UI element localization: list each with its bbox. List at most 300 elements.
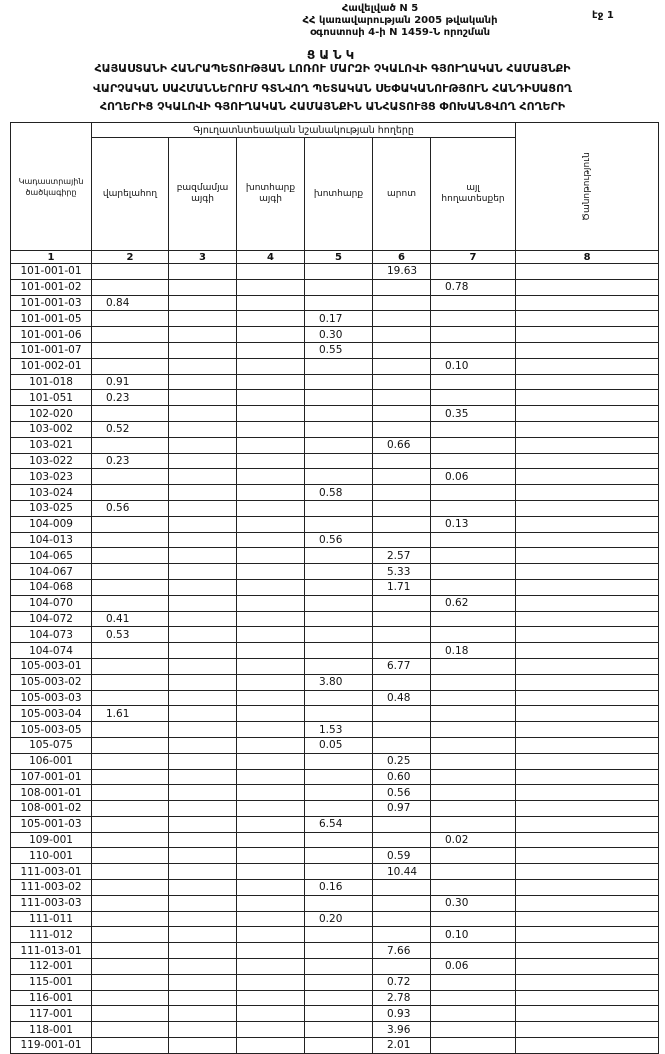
table-row bbox=[11, 611, 659, 627]
table-row bbox=[11, 658, 659, 674]
cell-hayfield bbox=[237, 753, 305, 769]
cell-pasture bbox=[305, 769, 373, 785]
cell-perennial bbox=[169, 627, 237, 643]
cell-hayfield bbox=[237, 279, 305, 295]
cell-code: 101-018 bbox=[11, 374, 92, 390]
cell-field bbox=[373, 500, 431, 516]
table-row bbox=[11, 548, 659, 564]
table-row bbox=[11, 469, 659, 485]
cell-pasture bbox=[305, 848, 373, 864]
cell-other bbox=[431, 564, 516, 580]
cell-hayfield bbox=[237, 959, 305, 975]
cell-hayfield bbox=[237, 737, 305, 753]
cell-pasture bbox=[305, 832, 373, 848]
cell-pasture: 0.16 bbox=[305, 880, 373, 896]
cell-notes bbox=[516, 564, 659, 580]
cell-code: 101-001-02 bbox=[11, 279, 92, 295]
cell-arable bbox=[92, 342, 169, 358]
cell-field bbox=[373, 485, 431, 501]
table-row bbox=[11, 832, 659, 848]
cell-field bbox=[373, 706, 431, 722]
cell-field: 7.66 bbox=[373, 943, 431, 959]
table-row bbox=[11, 643, 659, 659]
table-row bbox=[11, 785, 659, 801]
cell-pasture bbox=[305, 643, 373, 659]
cell-code: 103-025 bbox=[11, 500, 92, 516]
cell-perennial bbox=[169, 532, 237, 548]
cell-notes bbox=[516, 358, 659, 374]
cell-field: 6.77 bbox=[373, 658, 431, 674]
cell-hayfield bbox=[237, 690, 305, 706]
cell-pasture bbox=[305, 990, 373, 1006]
cell-perennial bbox=[169, 295, 237, 311]
document-title: ՑԱՆԿ bbox=[306, 48, 359, 62]
cell-field: 0.97 bbox=[373, 801, 431, 817]
cell-field: 0.56 bbox=[373, 785, 431, 801]
cell-code: 104-072 bbox=[11, 611, 92, 627]
cell-other bbox=[431, 500, 516, 516]
cell-other: 0.06 bbox=[431, 959, 516, 975]
cell-arable bbox=[92, 564, 169, 580]
cell-field: 0.66 bbox=[373, 437, 431, 453]
table-row bbox=[11, 880, 659, 896]
cell-code: 102-020 bbox=[11, 406, 92, 422]
cell-field bbox=[373, 295, 431, 311]
cell-perennial bbox=[169, 974, 237, 990]
cell-code: 103-002 bbox=[11, 421, 92, 437]
cell-pasture bbox=[305, 611, 373, 627]
cell-hayfield bbox=[237, 895, 305, 911]
cell-code: 105-075 bbox=[11, 737, 92, 753]
cell-arable bbox=[92, 722, 169, 738]
cell-other bbox=[431, 264, 516, 280]
cell-pasture: 6.54 bbox=[305, 816, 373, 832]
cell-pasture: 0.17 bbox=[305, 311, 373, 327]
cell-field bbox=[373, 595, 431, 611]
table-row bbox=[11, 358, 659, 374]
table-row bbox=[11, 959, 659, 975]
cell-perennial bbox=[169, 390, 237, 406]
cell-pasture bbox=[305, 437, 373, 453]
table-row bbox=[11, 769, 659, 785]
cell-field bbox=[373, 327, 431, 343]
cell-other bbox=[431, 1006, 516, 1022]
cell-other: 0.13 bbox=[431, 516, 516, 532]
cell-hayfield bbox=[237, 421, 305, 437]
cell-perennial bbox=[169, 611, 237, 627]
cell-perennial bbox=[169, 959, 237, 975]
cell-other bbox=[431, 690, 516, 706]
cell-hayfield bbox=[237, 832, 305, 848]
cell-field bbox=[373, 516, 431, 532]
cell-field: 0.25 bbox=[373, 753, 431, 769]
cell-arable bbox=[92, 737, 169, 753]
cell-notes bbox=[516, 769, 659, 785]
cell-hayfield bbox=[237, 437, 305, 453]
cell-notes bbox=[516, 453, 659, 469]
cell-perennial bbox=[169, 579, 237, 595]
cell-arable bbox=[92, 943, 169, 959]
cell-notes bbox=[516, 722, 659, 738]
table-row bbox=[11, 500, 659, 516]
cell-code: 101-001-05 bbox=[11, 311, 92, 327]
cell-perennial bbox=[169, 311, 237, 327]
col-header-notes bbox=[516, 123, 659, 251]
cell-other bbox=[431, 974, 516, 990]
col-number: 7 bbox=[431, 251, 516, 264]
cell-pasture bbox=[305, 627, 373, 643]
cell-field bbox=[373, 406, 431, 422]
cell-hayfield bbox=[237, 516, 305, 532]
cell-pasture bbox=[305, 358, 373, 374]
cell-other bbox=[431, 390, 516, 406]
cell-arable: 0.91 bbox=[92, 374, 169, 390]
table-row bbox=[11, 295, 659, 311]
cell-field bbox=[373, 279, 431, 295]
cell-code: 118-001 bbox=[11, 1022, 92, 1038]
cell-notes bbox=[516, 816, 659, 832]
cell-notes bbox=[516, 911, 659, 927]
cell-perennial bbox=[169, 769, 237, 785]
cell-perennial bbox=[169, 706, 237, 722]
cell-code: 103-023 bbox=[11, 469, 92, 485]
column-number-row bbox=[11, 251, 659, 264]
table-row bbox=[11, 753, 659, 769]
table-row bbox=[11, 327, 659, 343]
cell-field: 5.33 bbox=[373, 564, 431, 580]
cell-hayfield bbox=[237, 769, 305, 785]
cell-other bbox=[431, 548, 516, 564]
cell-perennial bbox=[169, 927, 237, 943]
col-number: 3 bbox=[169, 251, 237, 264]
cell-arable bbox=[92, 864, 169, 880]
cell-field bbox=[373, 674, 431, 690]
cell-hayfield bbox=[237, 1038, 305, 1054]
table-row bbox=[11, 674, 659, 690]
cell-arable bbox=[92, 532, 169, 548]
cell-field bbox=[373, 390, 431, 406]
cell-notes bbox=[516, 785, 659, 801]
table-row bbox=[11, 990, 659, 1006]
cell-perennial bbox=[169, 990, 237, 1006]
cell-code: 104-070 bbox=[11, 595, 92, 611]
cell-other: 0.78 bbox=[431, 279, 516, 295]
cell-code: 117-001 bbox=[11, 1006, 92, 1022]
cell-other bbox=[431, 864, 516, 880]
cell-perennial bbox=[169, 737, 237, 753]
cell-other bbox=[431, 311, 516, 327]
cell-code: 105-001-03 bbox=[11, 816, 92, 832]
cell-field: 0.72 bbox=[373, 974, 431, 990]
table-row bbox=[11, 406, 659, 422]
cell-hayfield bbox=[237, 911, 305, 927]
cell-arable: 1.61 bbox=[92, 706, 169, 722]
cell-code: 104-013 bbox=[11, 532, 92, 548]
cell-arable bbox=[92, 579, 169, 595]
cell-perennial bbox=[169, 327, 237, 343]
cell-pasture bbox=[305, 753, 373, 769]
table-row bbox=[11, 848, 659, 864]
cell-pasture bbox=[305, 564, 373, 580]
cell-code: 103-022 bbox=[11, 453, 92, 469]
land-table bbox=[10, 122, 659, 1054]
cell-pasture bbox=[305, 959, 373, 975]
cell-hayfield bbox=[237, 453, 305, 469]
cell-field bbox=[373, 311, 431, 327]
cell-code: 101-001-03 bbox=[11, 295, 92, 311]
cell-hayfield bbox=[237, 564, 305, 580]
cell-other bbox=[431, 421, 516, 437]
cell-perennial bbox=[169, 674, 237, 690]
cell-pasture bbox=[305, 406, 373, 422]
cell-code: 101-051 bbox=[11, 390, 92, 406]
cell-field bbox=[373, 722, 431, 738]
table-row bbox=[11, 311, 659, 327]
cell-arable bbox=[92, 279, 169, 295]
cell-arable bbox=[92, 1022, 169, 1038]
cell-pasture: 0.55 bbox=[305, 342, 373, 358]
cell-hayfield bbox=[237, 611, 305, 627]
cell-notes bbox=[516, 342, 659, 358]
cell-hayfield bbox=[237, 579, 305, 595]
cell-notes bbox=[516, 737, 659, 753]
cell-perennial bbox=[169, 437, 237, 453]
cell-code: 101-001-06 bbox=[11, 327, 92, 343]
table-row bbox=[11, 532, 659, 548]
subtitle-line-2: ՎԱՐՉԱԿԱՆ ՍԱՀՄԱՆՆԵՐՈՒՄ ԳՏՆՎՈՂ ՊԵՏԱԿԱՆ ՍԵՓԱԿԱՆՈՒԹՅՈՒՆ ՀԱՆԴԻՍԱՑՈՂ bbox=[93, 82, 572, 95]
table-row bbox=[11, 927, 659, 943]
table-row bbox=[11, 437, 659, 453]
cell-hayfield bbox=[237, 295, 305, 311]
group-header-agricultural: Գյուղատնտեսական նշանակության հողերը bbox=[92, 123, 516, 138]
cell-other bbox=[431, 611, 516, 627]
cell-perennial bbox=[169, 358, 237, 374]
table-row bbox=[11, 485, 659, 501]
cell-hayfield bbox=[237, 943, 305, 959]
cell-arable: 0.52 bbox=[92, 421, 169, 437]
cell-arable: 0.23 bbox=[92, 390, 169, 406]
cell-arable bbox=[92, 469, 169, 485]
cell-notes bbox=[516, 374, 659, 390]
decree-line-2: օգոստոսի 4-ի N 1459-Ն որոշման bbox=[309, 27, 491, 38]
cell-other bbox=[431, 532, 516, 548]
cell-field bbox=[373, 453, 431, 469]
cell-arable bbox=[92, 327, 169, 343]
cell-hayfield bbox=[237, 864, 305, 880]
cell-code: 111-003-02 bbox=[11, 880, 92, 896]
table-row bbox=[11, 374, 659, 390]
cell-hayfield bbox=[237, 785, 305, 801]
col-number: 8 bbox=[516, 251, 659, 264]
cell-pasture bbox=[305, 579, 373, 595]
table-row bbox=[11, 1022, 659, 1038]
cell-arable: 0.56 bbox=[92, 500, 169, 516]
cell-field: 1.71 bbox=[373, 579, 431, 595]
cell-perennial bbox=[169, 911, 237, 927]
col-header-arable: վարելահող bbox=[92, 138, 169, 251]
col-number: 5 bbox=[305, 251, 373, 264]
cell-hayfield bbox=[237, 627, 305, 643]
cell-arable bbox=[92, 643, 169, 659]
cell-pasture: 0.58 bbox=[305, 485, 373, 501]
cell-perennial bbox=[169, 279, 237, 295]
cell-notes bbox=[516, 500, 659, 516]
cell-other: 0.30 bbox=[431, 895, 516, 911]
cell-arable bbox=[92, 927, 169, 943]
cell-arable: 0.41 bbox=[92, 611, 169, 627]
cell-pasture bbox=[305, 548, 373, 564]
cell-notes bbox=[516, 469, 659, 485]
cell-perennial bbox=[169, 1006, 237, 1022]
cell-pasture: 3.80 bbox=[305, 674, 373, 690]
cell-perennial bbox=[169, 690, 237, 706]
cell-pasture: 0.56 bbox=[305, 532, 373, 548]
col-number: 6 bbox=[373, 251, 431, 264]
cell-code: 116-001 bbox=[11, 990, 92, 1006]
cell-perennial bbox=[169, 880, 237, 896]
cell-hayfield bbox=[237, 1022, 305, 1038]
cell-other: 0.10 bbox=[431, 358, 516, 374]
cell-code: 103-021 bbox=[11, 437, 92, 453]
cell-perennial bbox=[169, 722, 237, 738]
cell-notes bbox=[516, 595, 659, 611]
cell-pasture: 0.05 bbox=[305, 737, 373, 753]
cell-field bbox=[373, 469, 431, 485]
cell-perennial bbox=[169, 500, 237, 516]
cell-hayfield bbox=[237, 374, 305, 390]
col-header-notes-label: Ծանոթություն bbox=[581, 152, 592, 221]
cell-perennial bbox=[169, 785, 237, 801]
table-row bbox=[11, 801, 659, 817]
cell-other bbox=[431, 485, 516, 501]
cell-field bbox=[373, 832, 431, 848]
cell-other bbox=[431, 801, 516, 817]
cell-notes bbox=[516, 706, 659, 722]
cell-notes bbox=[516, 327, 659, 343]
cell-pasture bbox=[305, 421, 373, 437]
col-number: 2 bbox=[92, 251, 169, 264]
cell-field bbox=[373, 532, 431, 548]
cell-field bbox=[373, 358, 431, 374]
cell-pasture bbox=[305, 453, 373, 469]
cell-notes bbox=[516, 927, 659, 943]
cell-code: 111-003-01 bbox=[11, 864, 92, 880]
cell-notes bbox=[516, 943, 659, 959]
cell-perennial bbox=[169, 374, 237, 390]
cell-other bbox=[431, 753, 516, 769]
cell-code: 104-074 bbox=[11, 643, 92, 659]
cell-perennial bbox=[169, 832, 237, 848]
decree-line-1: ՀՀ կառավարության 2005 թվականի bbox=[302, 15, 498, 26]
table-row bbox=[11, 421, 659, 437]
table-row bbox=[11, 595, 659, 611]
cell-other: 0.35 bbox=[431, 406, 516, 422]
cell-notes bbox=[516, 516, 659, 532]
cell-arable bbox=[92, 769, 169, 785]
cell-perennial bbox=[169, 595, 237, 611]
table-row bbox=[11, 453, 659, 469]
cell-arable bbox=[92, 674, 169, 690]
cell-notes bbox=[516, 674, 659, 690]
cell-perennial bbox=[169, 658, 237, 674]
cell-other: 0.02 bbox=[431, 832, 516, 848]
cell-arable bbox=[92, 485, 169, 501]
cell-perennial bbox=[169, 342, 237, 358]
cell-notes bbox=[516, 880, 659, 896]
cell-other bbox=[431, 374, 516, 390]
cell-hayfield bbox=[237, 927, 305, 943]
cell-notes bbox=[516, 611, 659, 627]
table-row bbox=[11, 911, 659, 927]
cell-notes bbox=[516, 1022, 659, 1038]
cell-other bbox=[431, 1038, 516, 1054]
table-row bbox=[11, 816, 659, 832]
cell-arable bbox=[92, 595, 169, 611]
col-header-hayfield: խոտհարք այգի bbox=[237, 138, 305, 251]
cell-other: 0.18 bbox=[431, 643, 516, 659]
cell-other: 0.62 bbox=[431, 595, 516, 611]
cell-arable bbox=[92, 311, 169, 327]
table-row bbox=[11, 737, 659, 753]
cell-perennial bbox=[169, 643, 237, 659]
cell-notes bbox=[516, 437, 659, 453]
col-header-perennial: բազմամյա այգի bbox=[169, 138, 237, 251]
cell-arable bbox=[92, 690, 169, 706]
cell-hayfield bbox=[237, 532, 305, 548]
cell-code: 109-001 bbox=[11, 832, 92, 848]
cell-arable bbox=[92, 516, 169, 532]
cell-perennial bbox=[169, 895, 237, 911]
cell-perennial bbox=[169, 469, 237, 485]
cell-arable bbox=[92, 753, 169, 769]
cell-perennial bbox=[169, 801, 237, 817]
cell-field: 2.01 bbox=[373, 1038, 431, 1054]
cell-arable bbox=[92, 1038, 169, 1054]
table-row bbox=[11, 279, 659, 295]
cell-notes bbox=[516, 579, 659, 595]
cell-perennial bbox=[169, 753, 237, 769]
annex-label: Հավելված N 5 bbox=[341, 3, 419, 14]
table-row bbox=[11, 579, 659, 595]
cell-code: 101-001-07 bbox=[11, 342, 92, 358]
table-row bbox=[11, 627, 659, 643]
cell-perennial bbox=[169, 816, 237, 832]
cell-code: 107-001-01 bbox=[11, 769, 92, 785]
cell-arable: 0.53 bbox=[92, 627, 169, 643]
cell-arable bbox=[92, 895, 169, 911]
cell-notes bbox=[516, 690, 659, 706]
cell-code: 103-024 bbox=[11, 485, 92, 501]
cell-perennial bbox=[169, 485, 237, 501]
cell-pasture bbox=[305, 690, 373, 706]
cell-hayfield bbox=[237, 974, 305, 990]
cell-code: 111-003-03 bbox=[11, 895, 92, 911]
cell-field bbox=[373, 421, 431, 437]
cell-field bbox=[373, 342, 431, 358]
cell-other: 0.06 bbox=[431, 469, 516, 485]
cell-other bbox=[431, 327, 516, 343]
cell-other bbox=[431, 816, 516, 832]
cell-other: 0.10 bbox=[431, 927, 516, 943]
cell-notes bbox=[516, 848, 659, 864]
cell-pasture bbox=[305, 469, 373, 485]
cell-arable bbox=[92, 264, 169, 280]
cell-pasture bbox=[305, 801, 373, 817]
cell-perennial bbox=[169, 406, 237, 422]
cell-field: 0.60 bbox=[373, 769, 431, 785]
cell-pasture bbox=[305, 516, 373, 532]
table-row bbox=[11, 943, 659, 959]
